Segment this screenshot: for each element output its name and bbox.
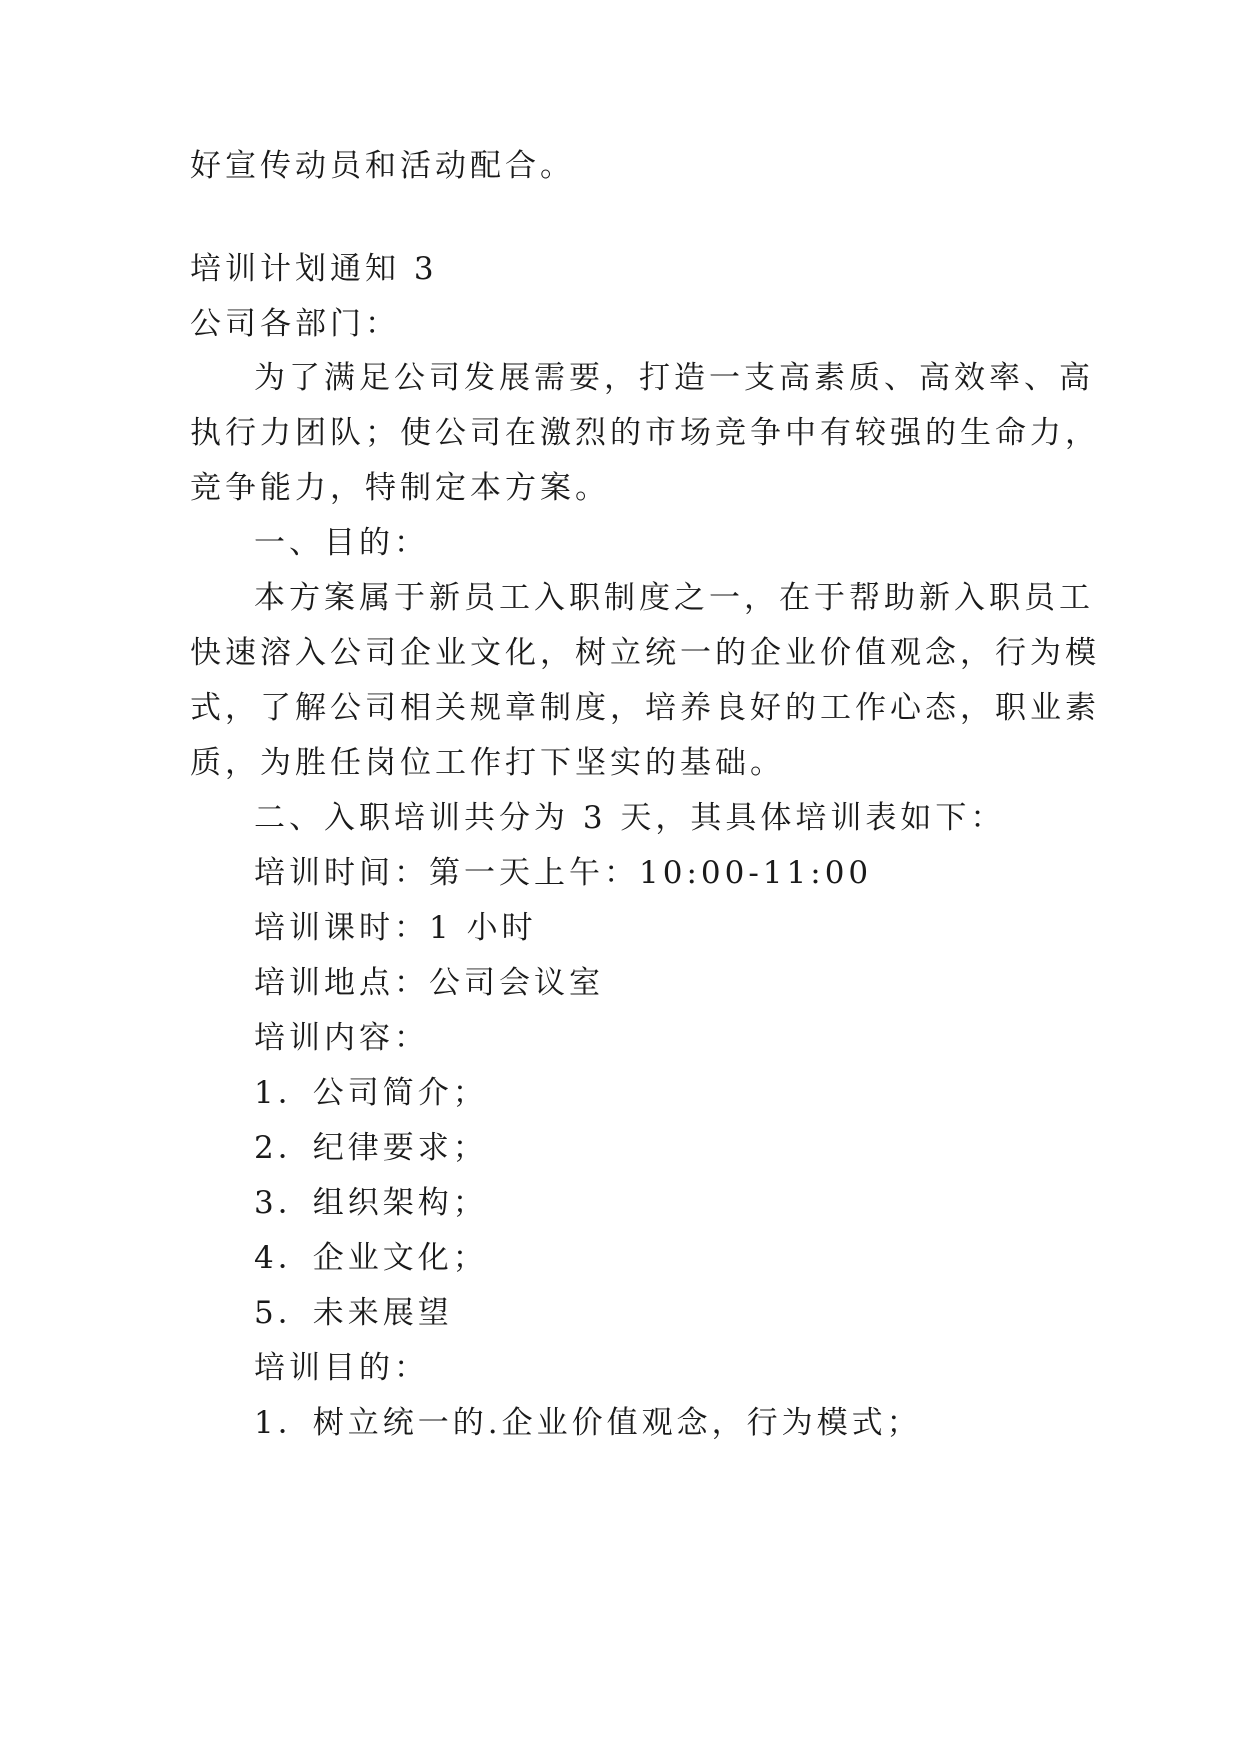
intro-line-2: 执行力团队；使公司在激烈的市场竞争中有较强的生命力， <box>190 415 1100 451</box>
training-time: 培训时间：第一天上午：10:00-11:00 <box>254 855 873 891</box>
training-hours: 培训课时：1 小时 <box>254 910 537 946</box>
intro-line-1: 为了满足公司发展需要，打造一支高素质、高效率、高 <box>254 360 1094 396</box>
training-location: 培训地点：公司会议室 <box>254 965 604 1001</box>
content-item: 5．未来展望 <box>254 1295 453 1331</box>
intro-line-3: 竞争能力，特制定本方案。 <box>190 470 610 506</box>
section1-line-4: 质，为胜任岗位工作打下坚实的基础。 <box>190 745 785 781</box>
section1-line-1: 本方案属于新员工入职制度之一，在于帮助新入职员工 <box>254 580 1094 616</box>
content-item: 4．企业文化； <box>254 1240 488 1276</box>
content-item: 3．组织架构； <box>254 1185 488 1221</box>
content-heading: 培训内容： <box>254 1020 429 1056</box>
notice-title: 培训计划通知 3 <box>190 251 438 287</box>
content-item: 2．纪律要求； <box>254 1130 488 1166</box>
continuation-text: 好宣传动员和活动配合。 <box>190 148 575 184</box>
section1-heading: 一、目的： <box>254 525 429 561</box>
purpose-item: 1．树立统一的.企业价值观念，行为模式； <box>254 1405 922 1441</box>
section1-line-2: 快速溶入公司企业文化，树立统一的企业价值观念，行为模 <box>190 635 1100 671</box>
salutation: 公司各部门： <box>190 306 400 342</box>
content-item: 1．公司简介； <box>254 1075 488 1111</box>
purpose-heading: 培训目的： <box>254 1350 429 1386</box>
section1-line-3: 式，了解公司相关规章制度，培养良好的工作心态，职业素 <box>190 690 1100 726</box>
section2-heading: 二、入职培训共分为 3 天，其具体培训表如下： <box>254 800 1006 836</box>
